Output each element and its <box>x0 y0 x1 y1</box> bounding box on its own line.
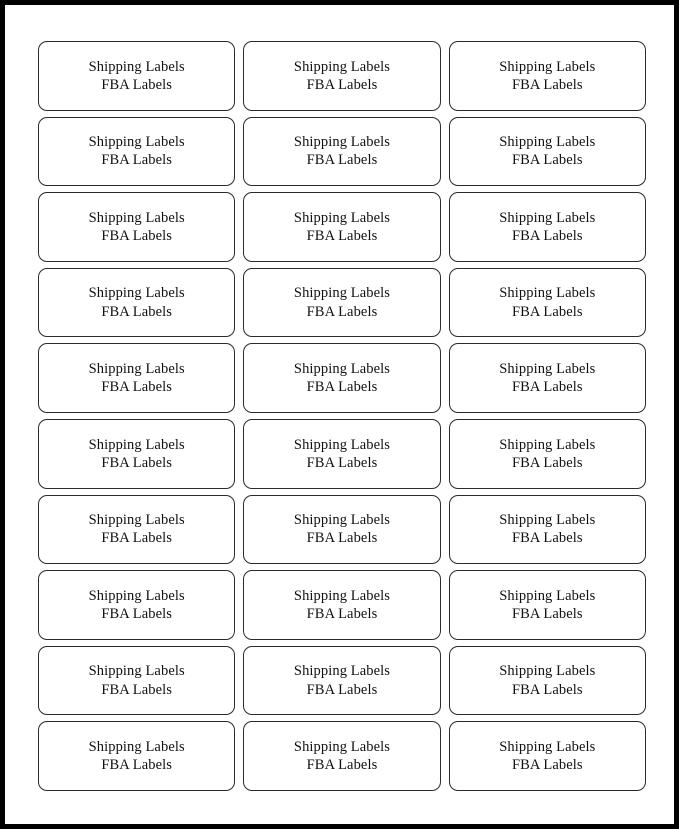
label-line-secondary: FBA Labels <box>306 454 378 471</box>
shipping-label[interactable] <box>243 343 440 413</box>
shipping-label[interactable] <box>449 343 646 413</box>
label-line-secondary: FBA Labels <box>101 379 172 396</box>
label-line-secondary: FBA Labels <box>306 605 378 622</box>
shipping-label[interactable] <box>243 495 440 565</box>
shipping-label[interactable] <box>243 419 440 489</box>
label-cell <box>243 416 440 492</box>
label-line-primary: Shipping Labels <box>88 209 185 226</box>
label-line-secondary: FBA Labels <box>306 227 378 244</box>
label-line-secondary: FBA Labels <box>101 605 172 622</box>
label-cell <box>243 114 440 190</box>
label-line-primary: Shipping Labels <box>88 134 185 151</box>
shipping-label[interactable] <box>38 646 235 716</box>
label-line-primary: Shipping Labels <box>499 58 596 75</box>
shipping-label[interactable] <box>38 419 235 489</box>
label-cell <box>449 416 646 492</box>
shipping-label[interactable] <box>243 570 440 640</box>
label-cell <box>38 416 235 492</box>
label-cell <box>449 567 646 643</box>
label-line-primary: Shipping Labels <box>499 663 596 680</box>
label-cell <box>243 265 440 341</box>
label-line-secondary: FBA Labels <box>101 152 172 169</box>
label-line-primary: Shipping Labels <box>293 512 391 529</box>
label-cell <box>243 567 440 643</box>
shipping-label[interactable] <box>38 41 235 111</box>
label-line-secondary: FBA Labels <box>306 681 378 698</box>
label-line-secondary: FBA Labels <box>101 227 172 244</box>
label-cell <box>449 38 646 114</box>
label-cell <box>243 340 440 416</box>
label-cell <box>38 492 235 568</box>
label-line-secondary: FBA Labels <box>306 379 378 396</box>
label-line-primary: Shipping Labels <box>293 587 391 604</box>
label-line-primary: Shipping Labels <box>88 663 185 680</box>
label-line-primary: Shipping Labels <box>499 361 596 378</box>
label-line-secondary: FBA Labels <box>101 530 172 547</box>
label-line-primary: Shipping Labels <box>499 739 596 756</box>
label-cell <box>38 38 235 114</box>
label-cell <box>449 114 646 190</box>
shipping-label[interactable] <box>38 117 235 187</box>
label-cell <box>38 114 235 190</box>
label-cell <box>449 265 646 341</box>
label-line-secondary: FBA Labels <box>511 227 583 244</box>
shipping-label[interactable] <box>449 41 646 111</box>
label-cell <box>449 340 646 416</box>
label-line-primary: Shipping Labels <box>88 58 185 75</box>
label-line-secondary: FBA Labels <box>306 152 378 169</box>
label-line-secondary: FBA Labels <box>511 303 583 320</box>
label-cell <box>38 189 235 265</box>
label-line-secondary: FBA Labels <box>511 605 583 622</box>
label-line-secondary: FBA Labels <box>101 681 172 698</box>
label-grid <box>38 38 646 794</box>
label-line-secondary: FBA Labels <box>511 757 583 774</box>
shipping-label[interactable] <box>449 495 646 565</box>
shipping-label[interactable] <box>449 117 646 187</box>
label-line-primary: Shipping Labels <box>293 58 391 75</box>
shipping-label[interactable] <box>243 268 440 338</box>
label-cell <box>243 718 440 794</box>
label-line-primary: Shipping Labels <box>499 134 596 151</box>
shipping-label[interactable] <box>449 721 646 791</box>
label-line-secondary: FBA Labels <box>511 76 583 93</box>
label-line-primary: Shipping Labels <box>293 134 391 151</box>
label-line-primary: Shipping Labels <box>499 209 596 226</box>
shipping-label[interactable] <box>449 268 646 338</box>
shipping-label[interactable] <box>38 343 235 413</box>
label-line-primary: Shipping Labels <box>293 209 391 226</box>
label-cell <box>449 718 646 794</box>
label-cell <box>449 189 646 265</box>
label-line-primary: Shipping Labels <box>88 587 185 604</box>
shipping-label[interactable] <box>243 117 440 187</box>
label-line-secondary: FBA Labels <box>101 76 172 93</box>
label-line-primary: Shipping Labels <box>499 285 596 302</box>
label-cell <box>243 189 440 265</box>
label-line-secondary: FBA Labels <box>511 530 583 547</box>
label-line-primary: Shipping Labels <box>293 739 391 756</box>
label-line-primary: Shipping Labels <box>499 587 596 604</box>
label-line-secondary: FBA Labels <box>511 681 583 698</box>
shipping-label[interactable] <box>38 495 235 565</box>
label-cell <box>449 643 646 719</box>
label-line-primary: Shipping Labels <box>499 436 596 453</box>
label-cell <box>38 265 235 341</box>
shipping-label[interactable] <box>449 192 646 262</box>
label-cell <box>449 492 646 568</box>
label-line-primary: Shipping Labels <box>499 512 596 529</box>
label-line-primary: Shipping Labels <box>293 285 391 302</box>
shipping-label[interactable] <box>38 192 235 262</box>
label-sheet-body <box>5 5 674 824</box>
shipping-label[interactable] <box>38 721 235 791</box>
label-cell <box>38 567 235 643</box>
label-line-primary: Shipping Labels <box>88 739 185 756</box>
label-line-primary: Shipping Labels <box>293 436 391 453</box>
label-line-primary: Shipping Labels <box>293 361 391 378</box>
shipping-label[interactable] <box>243 41 440 111</box>
label-line-primary: Shipping Labels <box>88 361 185 378</box>
label-cell <box>243 492 440 568</box>
label-line-secondary: FBA Labels <box>101 454 172 471</box>
label-line-primary: Shipping Labels <box>88 436 185 453</box>
shipping-label[interactable] <box>449 419 646 489</box>
label-line-secondary: FBA Labels <box>101 757 172 774</box>
label-cell <box>243 643 440 719</box>
shipping-label[interactable] <box>38 570 235 640</box>
label-line-secondary: FBA Labels <box>306 530 378 547</box>
shipping-label[interactable] <box>449 570 646 640</box>
label-line-secondary: FBA Labels <box>306 303 378 320</box>
shipping-label[interactable] <box>243 646 440 716</box>
label-line-secondary: FBA Labels <box>306 76 378 93</box>
label-cell <box>38 340 235 416</box>
label-line-secondary: FBA Labels <box>101 303 172 320</box>
label-line-secondary: FBA Labels <box>306 757 378 774</box>
label-line-secondary: FBA Labels <box>511 152 583 169</box>
label-line-secondary: FBA Labels <box>511 379 583 396</box>
shipping-label[interactable] <box>449 646 646 716</box>
shipping-label[interactable] <box>38 268 235 338</box>
label-cell <box>243 38 440 114</box>
label-line-primary: Shipping Labels <box>293 663 391 680</box>
label-line-secondary: FBA Labels <box>511 454 583 471</box>
label-cell <box>38 718 235 794</box>
label-cell <box>38 643 235 719</box>
shipping-label[interactable] <box>243 192 440 262</box>
shipping-label[interactable] <box>243 721 440 791</box>
label-line-primary: Shipping Labels <box>88 285 185 302</box>
label-line-primary: Shipping Labels <box>88 512 185 529</box>
